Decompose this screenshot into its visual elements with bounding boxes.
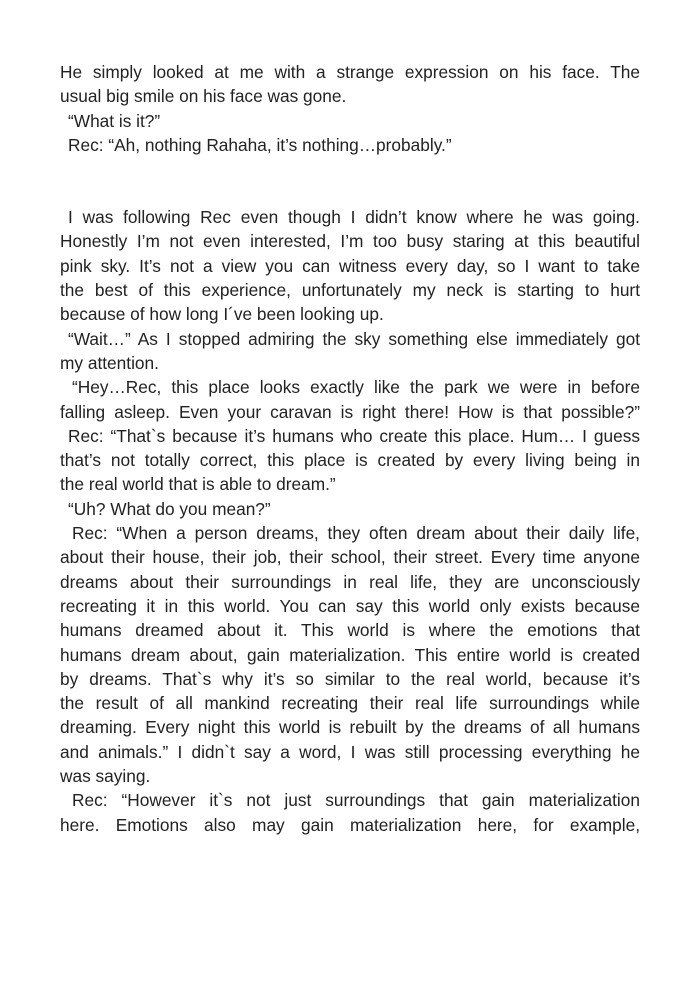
text-line: Honestly I’m not even interested, I’m too busy staring at this beautiful: [60, 231, 640, 252]
text-line: “What is it?”: [68, 110, 161, 131]
text-line: pink sky. It’s not a view you can witness every day, so I want to take: [60, 255, 640, 276]
text-line: usual big smile on his face was gone.: [60, 86, 347, 107]
text-line: I was following Rec even though I didn’t know where he was going.: [68, 207, 640, 228]
text-line: recreating it in this world. You can say this world only exists because: [60, 595, 640, 616]
text-line: humans dreamed about it. This world is where the emotions that: [60, 620, 640, 641]
book-page: [60, 60, 640, 837]
text-line: Rec: “Ah, nothing Rahaha, it’s nothing…probably.”: [68, 134, 452, 155]
text-line: Rec: “When a person dreams, they often dream about their daily life,: [72, 523, 640, 544]
text-line: “Uh? What do you mean?”: [68, 498, 271, 519]
text-line: humans dream about, gain materialization. This entire world is created: [60, 644, 640, 665]
text-line: “Hey…Rec, this place looks exactly like the park we were in before: [72, 377, 640, 398]
text-line: dreaming. Every night this world is rebuilt by the dreams of all humans: [60, 717, 640, 738]
paragraph-block-1: [60, 60, 640, 157]
text-line: the best of this experience, unfortunately my neck is starting to hurt: [60, 280, 640, 301]
text-line: “Wait…” As I stopped admiring the sky something else immediately got: [68, 328, 640, 349]
text-line: falling asleep. Even your caravan is right there! How is that possible?”: [60, 401, 640, 422]
text-line: that’s not totally correct, this place is created by every living being in: [60, 450, 640, 471]
text-line: by dreams. That`s why it’s so similar to the real world, because it’s: [60, 668, 640, 689]
text-line: the result of all mankind recreating their real life surroundings while: [60, 693, 640, 714]
paragraph-block-2: [60, 205, 640, 837]
text-line: my attention.: [60, 352, 159, 373]
text-line: was saying.: [60, 766, 151, 787]
text-line: and animals.” I didn`t say a word, I was still processing everything he: [60, 741, 640, 762]
text-line: dreams about their surroundings in real life, they are unconsciously: [60, 571, 640, 592]
text-line: He simply looked at me with a strange expression on his face. The: [60, 62, 640, 82]
text-line: Rec: “However it`s not just surroundings that gain materialization: [72, 790, 640, 811]
text-line: because of how long I´ve been looking up.: [60, 304, 384, 325]
text-line: the real world that is able to dream.”: [60, 474, 336, 495]
text-line: Rec: “That`s because it’s humans who create this place. Hum… I guess: [68, 425, 640, 446]
section-gap: [60, 157, 640, 205]
text-line: here. Emotions also may gain materialization here, for example,: [60, 814, 640, 835]
text-line: about their house, their job, their school, their street. Every time anyone: [60, 547, 640, 568]
